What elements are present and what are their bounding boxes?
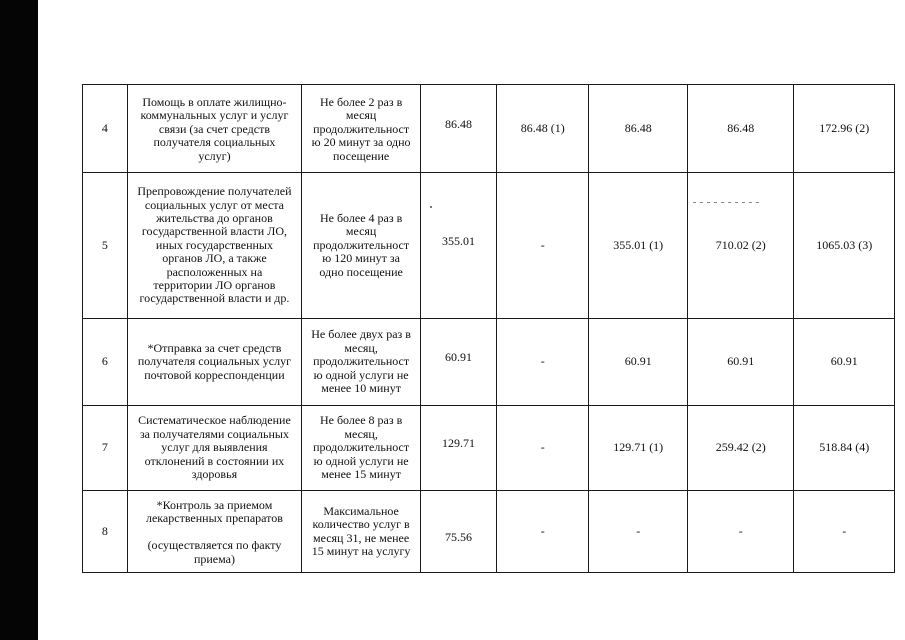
- service-frequency: Не более 8 раз в месяц, продолжительност ю одной услуги не менее 15 минут: [302, 406, 421, 491]
- scan-dark-edge: [0, 0, 38, 640]
- service-name: *Отправка за счет средств получателя социальных услуг почтовой корреспонденции: [127, 319, 302, 406]
- cost-value-2: 129.71 (1): [589, 406, 687, 491]
- cost-value-3: -: [687, 491, 794, 573]
- document-page: [38, 0, 905, 640]
- cost-value-2: 86.48: [589, 85, 687, 173]
- table-row: [83, 85, 895, 173]
- cost-value-1: -: [497, 491, 589, 573]
- service-price: 129.71: [420, 406, 496, 491]
- cost-value-2: -: [589, 491, 687, 573]
- row-number: 7: [83, 406, 128, 491]
- service-price: 355.01: [420, 173, 496, 319]
- service-price: 60.91: [420, 319, 496, 406]
- cost-value-3: 710.02 (2): [687, 173, 794, 319]
- service-frequency: Максимальное количество услуг в месяц 31, не менее 15 минут на услугу: [302, 491, 421, 573]
- cost-value-4: -: [794, 491, 895, 573]
- service-frequency: Не более 4 раз в месяц продолжительност ю 120 минут за одно посещение: [302, 173, 421, 319]
- cost-value-2: 60.91: [589, 319, 687, 406]
- cost-value-4: 1065.03 (3): [794, 173, 895, 319]
- scan-speck: [693, 202, 763, 203]
- row-number: 4: [83, 85, 128, 173]
- cost-value-2: 355.01 (1): [589, 173, 687, 319]
- table-row: [83, 491, 895, 573]
- cost-value-4: 172.96 (2): [794, 85, 895, 173]
- services-table: [82, 84, 895, 573]
- cost-value-1: 86.48 (1): [497, 85, 589, 173]
- service-frequency: Не более 2 раз в месяц продолжительност ю 20 минут за одно посещение: [302, 85, 421, 173]
- cost-value-1: -: [497, 319, 589, 406]
- row-number: 6: [83, 319, 128, 406]
- service-frequency: Не более двух раз в месяц, продолжительност ю одной услуги не менее 10 минут: [302, 319, 421, 406]
- service-name: Препровождение получателей социальных услуг от места жительства до органов государственной власти ЛО, иных государственных органов ЛО, а также расположенных на территории ЛО органов государственной власти и др.: [127, 173, 302, 319]
- service-name: Систематическое наблюдение за получателями социальных услуг для выявления отклонений в состоянии их здоровья: [127, 406, 302, 491]
- cost-value-1: -: [497, 406, 589, 491]
- service-name: Помощь в оплате жилищно- коммунальных услуг и услуг связи (за счет средств получателя социальных услуг): [127, 85, 302, 173]
- table-row: [83, 319, 895, 406]
- table-row: [83, 173, 895, 319]
- cost-value-3: 259.42 (2): [687, 406, 794, 491]
- row-number: 5: [83, 173, 128, 319]
- service-price: 75.56: [420, 491, 496, 573]
- cost-value-3: 86.48: [687, 85, 794, 173]
- cost-value-4: 60.91: [794, 319, 895, 406]
- cost-value-4: 518.84 (4): [794, 406, 895, 491]
- cost-value-3: 60.91: [687, 319, 794, 406]
- scan-speck: [430, 206, 432, 208]
- service-price: 86.48: [420, 85, 496, 173]
- cost-value-1: -: [497, 173, 589, 319]
- table-row: [83, 406, 895, 491]
- row-number: 8: [83, 491, 128, 573]
- service-name: *Контроль за приемом лекарственных препаратов (осуществляется по факту приема): [127, 491, 302, 573]
